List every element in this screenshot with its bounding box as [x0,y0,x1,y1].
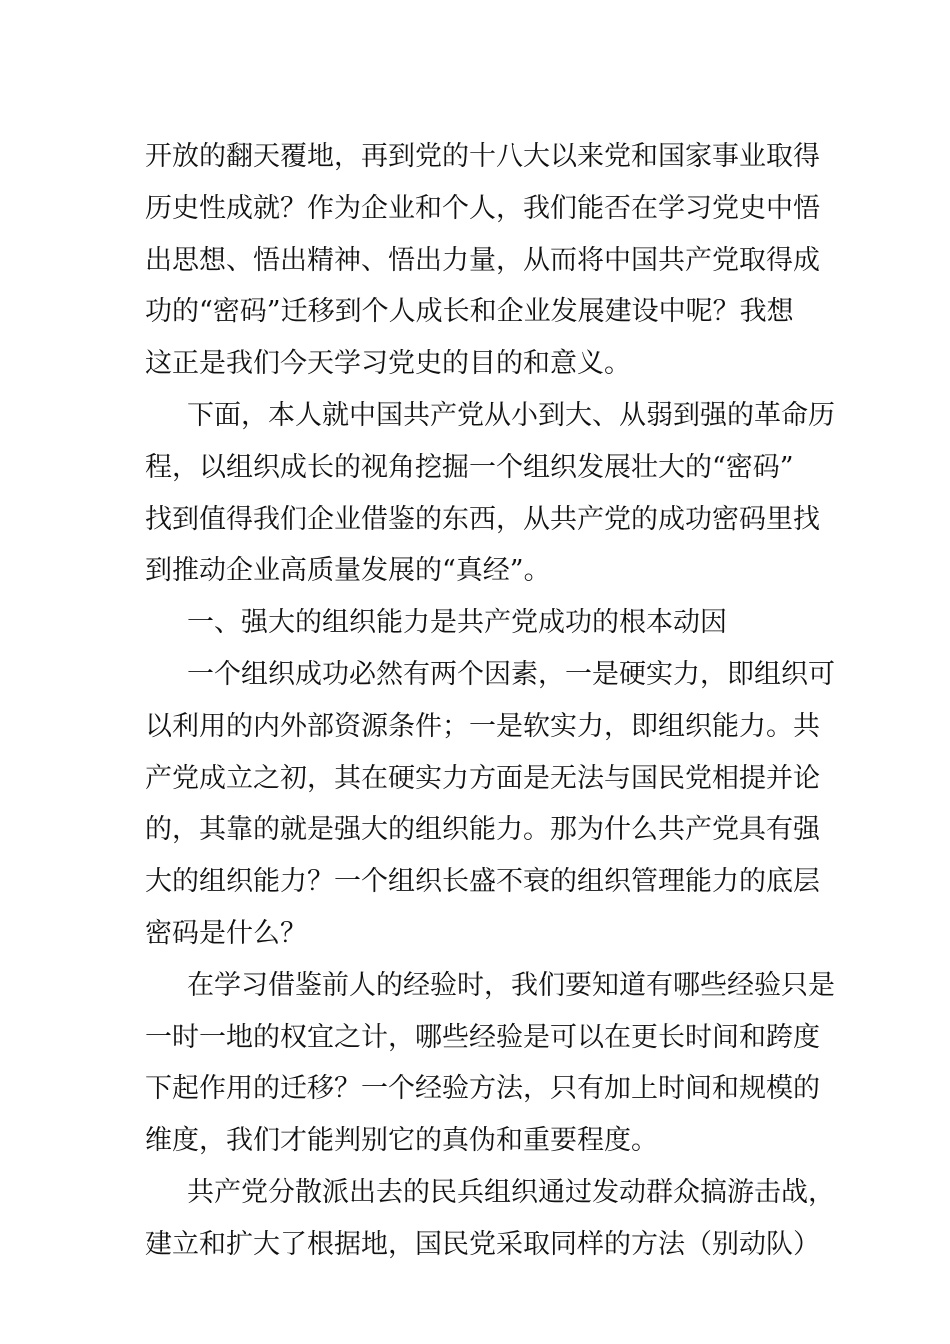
text-line: 功的“密码”迁移到个人成长和企业发展建设中呢？我想 [145,296,794,328]
text-line: 建立和扩大了根据地，国民党采取同样的方法（别动队） [145,1228,820,1260]
paragraph-start-line: 下面，本人就中国共产党从小到大、从弱到强的革命历 [187,399,835,431]
text-line: 维度，我们才能判别它的真伪和重要程度。 [145,1125,658,1157]
text-line: 密码是什么？ [145,917,307,949]
text-line: 大的组织能力？一个组织长盛不衰的组织管理能力的底层 [145,866,820,898]
text-line: 开放的翻天覆地，再到党的十八大以来党和国家事业取得 [145,141,820,172]
text-line: 产党成立之初，其在硬实力方面是无法与国民党相提并论 [145,762,820,794]
text-line: 这正是我们今天学习党史的目的和意义。 [145,348,631,380]
text-line: 程，以组织成长的视角挖掘一个组织发展壮大的“密码” [145,451,794,483]
text-line: 的，其靠的就是强大的组织能力。那为什么共产党具有强 [145,814,820,846]
text-line: 找到值得我们企业借鉴的东西，从共产党的成功密码里找 [145,503,820,535]
document-body [145,131,835,1271]
paragraph-start-line: 共产党分散派出去的民兵组织通过发动群众搞游击战， [187,1176,835,1208]
text-line: 以利用的内外部资源条件；一是软实力，即组织能力。共 [145,710,820,742]
text-line: 下起作用的迁移？一个经验方法，只有加上时间和规模的 [145,1073,820,1105]
section-heading: 一、强大的组织能力是共产党成功的根本动因 [187,607,727,639]
paragraph-start-line: 一个组织成功必然有两个因素，一是硬实力，即组织可 [187,658,835,690]
paragraph-start-line: 在学习借鉴前人的经验时，我们要知道有哪些经验只是 [187,969,835,1001]
text-line: 历史性成就？作为企业和个人，我们能否在学习党史中悟 [145,192,820,224]
text-line: 一时一地的权宜之计，哪些经验是可以在更长时间和跨度 [145,1021,820,1053]
text-line: 到推动企业高质量发展的“真经”。 [145,555,551,587]
text-line: 出思想、悟出精神、悟出力量，从而将中国共产党取得成 [145,244,820,276]
